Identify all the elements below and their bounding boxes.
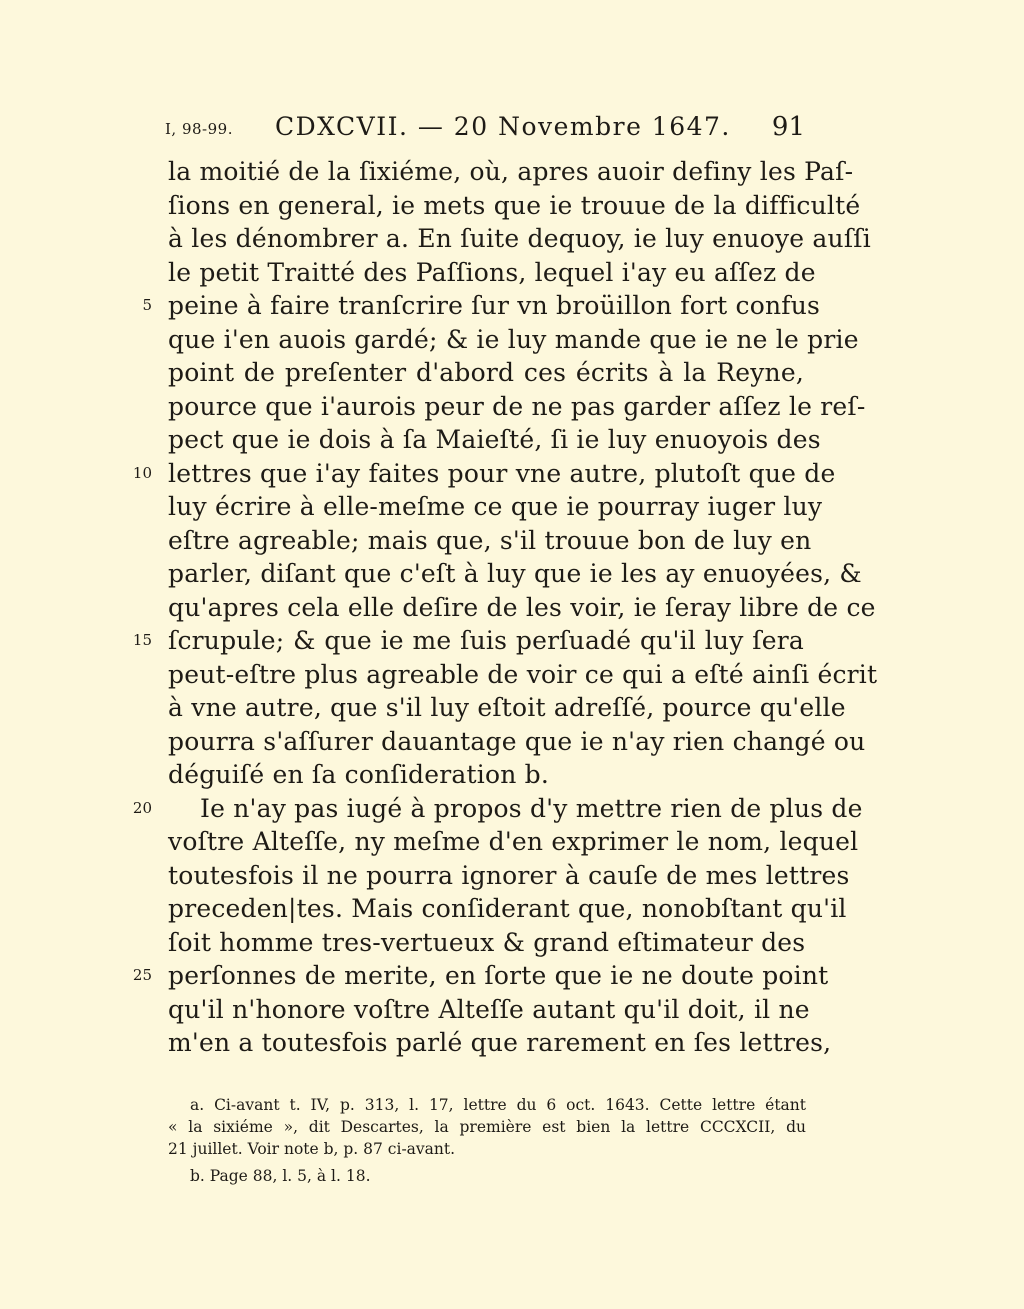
text-line: eſtre agreable; mais que, s'il trouue bon de luy en — [168, 525, 812, 555]
text-line: point de preſenter d'abord ces écrits à la Reyne, — [168, 358, 804, 387]
text-line: pource que i'aurois peur de ne pas garder aſſez le reſ- — [168, 391, 866, 421]
header-reference: I, 98-99. — [165, 120, 233, 138]
text-line: pourra s'aſſurer dauantage que ie n'ay rien changé ou — [168, 726, 866, 756]
header-title: CDXCVII. — 20 Novembre 1647. — [275, 112, 731, 141]
text-line: perſonnes de merite, en ſorte que ie ne doute point — [168, 961, 829, 990]
text-line: luy écrire à elle-meſme ce que ie pourray iuger luy — [168, 492, 823, 521]
footnote-a: a. Ci-avant t. IV, p. 313, l. 17, lettre du 6 oct. 1643. Cette lettre étant — [190, 1096, 806, 1114]
text-line: ſcrupule; & que ie me ſuis perſuadé qu'il luy ſera — [168, 626, 804, 655]
text-line: à les dénombrer a. En ſuite dequoy, ie luy enuoye auſſi — [168, 224, 871, 253]
text-line: voſtre Alteſſe, ny meſme d'en exprimer le nom, lequel — [168, 827, 859, 856]
text-line: qu'il n'honore voſtre Alteſſe autant qu'il doit, il ne — [168, 994, 810, 1024]
line-number: 20 — [132, 798, 152, 817]
footnote-b: b. Page 88, l. 5, à l. 18. — [190, 1167, 371, 1185]
text-line: ſoit homme tres-vertueux & grand eſtimateur des — [168, 927, 806, 957]
text-line: toutesfois il ne pourra ignorer à cauſe de mes lettres — [168, 860, 850, 890]
footnote-a-continued: « la sixiéme », dit Descartes, la première est bien la lettre CCCXCII, du — [168, 1118, 806, 1136]
text-line: déguiſé en ſa conſideration b. — [168, 760, 549, 789]
page-number: 91 — [771, 112, 805, 142]
line-number: 5 — [142, 296, 152, 314]
text-line: que i'en auois gardé; & ie luy mande que ie ne le prie — [168, 324, 859, 354]
text-line: pect que ie dois à ſa Maieſté, ſi ie luy enuoyois des — [168, 425, 821, 454]
text-line: qu'apres cela elle deſire de les voir, ie ſeray libre de ce — [168, 592, 876, 622]
text-line: m'en a toutesfois parlé que rarement en ſes lettres, — [168, 1028, 832, 1057]
text-line: la moitié de la ſixiéme, où, apres auoir definy les Paſ- — [168, 157, 854, 186]
text-line: parler, diſant que c'eſt à luy que ie les ay enuoyées, & — [168, 559, 862, 588]
line-number: 25 — [132, 966, 152, 984]
text-line: lettres que i'ay faites pour vne autre, plutoſt que de — [168, 458, 836, 488]
line-number: 10 — [132, 463, 152, 482]
running-header — [165, 112, 805, 146]
text-line: à vne autre, que s'il luy eſtoit adreſſé, pource qu'elle — [168, 693, 846, 722]
text-line: preceden|tes. Mais conſiderant que, nonobſtant qu'il — [168, 894, 847, 923]
line-number: 15 — [132, 631, 152, 649]
text-line: le petit Traitté des Paſſions, lequel i'ay eu aſſez de — [168, 257, 816, 287]
text-line: peut-eſtre plus agreable de voir ce qui a eſté ainſi écrit — [168, 659, 878, 689]
text-line: ſions en general, ie mets que ie trouue de la difficulté — [168, 190, 861, 220]
footnote-a-continued: 21 juillet. Voir note b, p. 87 ci-avant. — [168, 1140, 456, 1158]
text-line: peine à faire tranſcrire ſur vn broüillon fort confus — [168, 291, 821, 320]
text-line: Ie n'ay pas iugé à propos d'y mettre rien de plus de — [200, 793, 863, 823]
